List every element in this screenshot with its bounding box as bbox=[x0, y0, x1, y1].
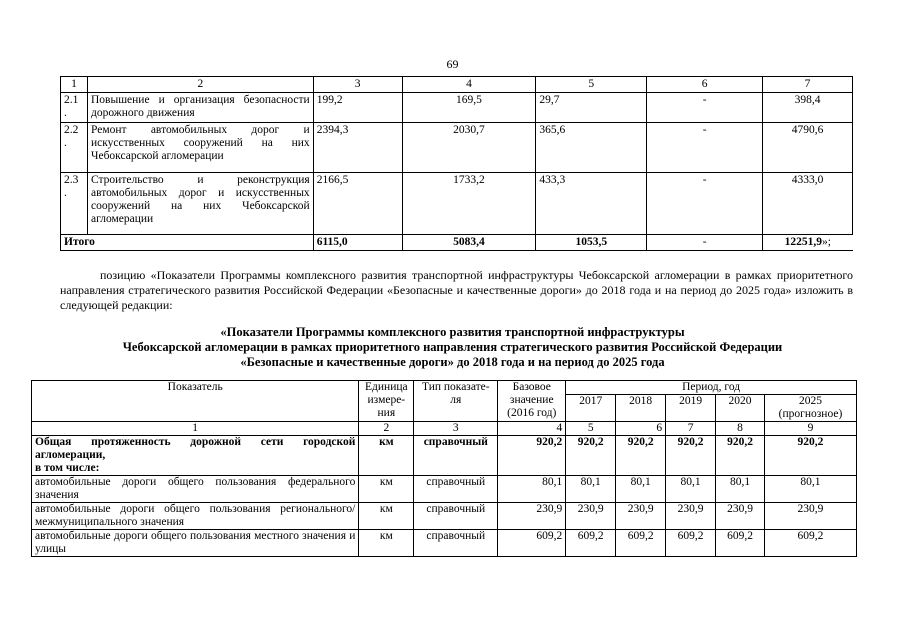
cell-base: 920,2 bbox=[498, 436, 566, 476]
row-name: автомобильные дороги общего пользования местного значения и улицы bbox=[32, 530, 359, 557]
col-number: 4 bbox=[498, 422, 566, 436]
total-suffix: »; bbox=[821, 236, 831, 248]
cell-value: 920,2 bbox=[566, 436, 616, 476]
table-header-row bbox=[61, 77, 853, 93]
cell-unit: км bbox=[359, 436, 414, 476]
col-header: 4 bbox=[402, 77, 536, 93]
header-year: 2017 bbox=[566, 395, 616, 422]
cell-value: 4333,0 bbox=[763, 173, 853, 235]
cell-value: 230,9 bbox=[566, 503, 616, 530]
cell-value: 609,2 bbox=[616, 530, 666, 557]
cell-type: справочный bbox=[414, 530, 498, 557]
row-name: Повышение и организация безопасности дорожного движения bbox=[87, 93, 313, 123]
col-header: 1 bbox=[61, 77, 88, 93]
col-header: 2 bbox=[87, 77, 313, 93]
table-row bbox=[61, 93, 853, 123]
col-header: 5 bbox=[536, 77, 647, 93]
cell-value: - bbox=[647, 123, 763, 173]
cell-unit: км bbox=[359, 503, 414, 530]
cell-value: 230,9 bbox=[764, 503, 856, 530]
cell-type: справочный bbox=[414, 476, 498, 503]
cell-value: 920,2 bbox=[764, 436, 856, 476]
table-header-row bbox=[32, 381, 857, 395]
cell-value: 230,9 bbox=[666, 503, 716, 530]
title-line: «Показатели Программы комплексного развития транспортной инфраструктуры bbox=[220, 325, 685, 339]
column-number-row bbox=[32, 422, 857, 436]
col-number: 3 bbox=[414, 422, 498, 436]
header-indicator: Показатель bbox=[32, 381, 359, 422]
header-unit: Единица измере-ния bbox=[359, 381, 414, 422]
row-name: автомобильные дороги общего пользования регионального/ межмуниципального значения bbox=[32, 503, 359, 530]
cell-value: 609,2 bbox=[566, 530, 616, 557]
page-number: 69 bbox=[446, 57, 459, 71]
col-number: 2 bbox=[359, 422, 414, 436]
total-value: 12251,9 bbox=[784, 236, 822, 248]
cell-value: 1733,2 bbox=[402, 173, 536, 235]
table-row bbox=[61, 173, 853, 235]
cell-value: 80,1 bbox=[666, 476, 716, 503]
col-number: 7 bbox=[666, 422, 716, 436]
col-number: 6 bbox=[616, 422, 666, 436]
cell-value: 80,1 bbox=[616, 476, 666, 503]
cell-value: 29,7 bbox=[536, 93, 647, 123]
row-number: 2.3 . bbox=[61, 173, 88, 235]
header-base: Базовое значение (2016 год) bbox=[498, 381, 566, 422]
col-header: 3 bbox=[313, 77, 402, 93]
cell-value: 609,2 bbox=[716, 530, 765, 557]
row-name: Общая протяженность дорожной сети городской агломерации, в том числе: bbox=[32, 436, 359, 476]
cell-value: - bbox=[647, 93, 763, 123]
row-name: Ремонт автомобильных дорог и искусственных сооружений на них Чебоксарской агломерации bbox=[87, 123, 313, 173]
cell-value: 80,1 bbox=[566, 476, 616, 503]
total-value: 1053,5 bbox=[536, 235, 647, 251]
col-number: 8 bbox=[716, 422, 765, 436]
section-title bbox=[40, 325, 865, 370]
header-year: 2018 bbox=[616, 395, 666, 422]
cell-value: 199,2 bbox=[313, 93, 402, 123]
cell-value: 230,9 bbox=[716, 503, 765, 530]
budget-table bbox=[60, 76, 853, 251]
header-period: Период, год bbox=[566, 381, 857, 395]
title-line: Чебоксарской агломерации в рамках приоритетного направления стратегического развития Российской Федерации bbox=[122, 340, 783, 354]
col-number: 5 bbox=[566, 422, 616, 436]
col-number: 9 bbox=[764, 422, 856, 436]
table-row bbox=[61, 123, 853, 173]
cell-unit: км bbox=[359, 530, 414, 557]
cell-value: 920,2 bbox=[616, 436, 666, 476]
cell-value: 609,2 bbox=[764, 530, 856, 557]
title-line: «Безопасные и качественные дороги» до 2018 года и на период до 2025 года bbox=[240, 355, 665, 369]
cell-value: 80,1 bbox=[764, 476, 856, 503]
cell-value: 365,6 bbox=[536, 123, 647, 173]
cell-value: 230,9 bbox=[616, 503, 666, 530]
header-year: 2019 bbox=[666, 395, 716, 422]
cell-base: 609,2 bbox=[498, 530, 566, 557]
cell-value: 920,2 bbox=[666, 436, 716, 476]
instruction-paragraph: позицию «Показатели Программы комплексного развития транспортной инфраструктуры Чебоксарской агломерации в рамках приоритетного направления стратегического развития Российской Федерации «Безопасные и качественные дороги» до 2018 года и на период до 2025 года» изложить в следующей редакции: bbox=[60, 268, 853, 312]
cell-base: 80,1 bbox=[498, 476, 566, 503]
table-row bbox=[32, 436, 857, 476]
cell-value: 169,5 bbox=[402, 93, 536, 123]
cell-value: 433,3 bbox=[536, 173, 647, 235]
cell-type: справочный bbox=[414, 503, 498, 530]
table-row bbox=[32, 530, 857, 557]
row-name: автомобильные дороги общего пользования федерального значения bbox=[32, 476, 359, 503]
cell-value: 2394,3 bbox=[313, 123, 402, 173]
cell-value: 920,2 bbox=[716, 436, 765, 476]
header-year: 2025 (прогнозное) bbox=[764, 395, 856, 422]
col-number: 1 bbox=[32, 422, 359, 436]
indicators-table bbox=[31, 380, 857, 557]
col-header: 6 bbox=[647, 77, 763, 93]
total-value: 5083,4 bbox=[402, 235, 536, 251]
cell-value: 2166,5 bbox=[313, 173, 402, 235]
total-value-cell bbox=[763, 235, 853, 251]
table-row bbox=[32, 476, 857, 503]
cell-value: 398,4 bbox=[763, 93, 853, 123]
total-value: 6115,0 bbox=[313, 235, 402, 251]
cell-value: - bbox=[647, 173, 763, 235]
cell-type: справочный bbox=[414, 436, 498, 476]
cell-unit: км bbox=[359, 476, 414, 503]
total-label: Итого bbox=[61, 235, 314, 251]
col-header: 7 bbox=[763, 77, 853, 93]
cell-base: 230,9 bbox=[498, 503, 566, 530]
total-row bbox=[61, 235, 853, 251]
cell-value: 2030,7 bbox=[402, 123, 536, 173]
header-type: Тип показате-ля bbox=[414, 381, 498, 422]
cell-value: 609,2 bbox=[666, 530, 716, 557]
cell-value: 4790,6 bbox=[763, 123, 853, 173]
row-number: 2.1 . bbox=[61, 93, 88, 123]
cell-value: 80,1 bbox=[716, 476, 765, 503]
row-name: Строительство и реконструкция автомобильных дорог и искусственных сооружений на них Чебоксарской агломерации bbox=[87, 173, 313, 235]
header-year: 2020 bbox=[716, 395, 765, 422]
table-row bbox=[32, 503, 857, 530]
total-value: - bbox=[647, 235, 763, 251]
row-number: 2.2 . bbox=[61, 123, 88, 173]
